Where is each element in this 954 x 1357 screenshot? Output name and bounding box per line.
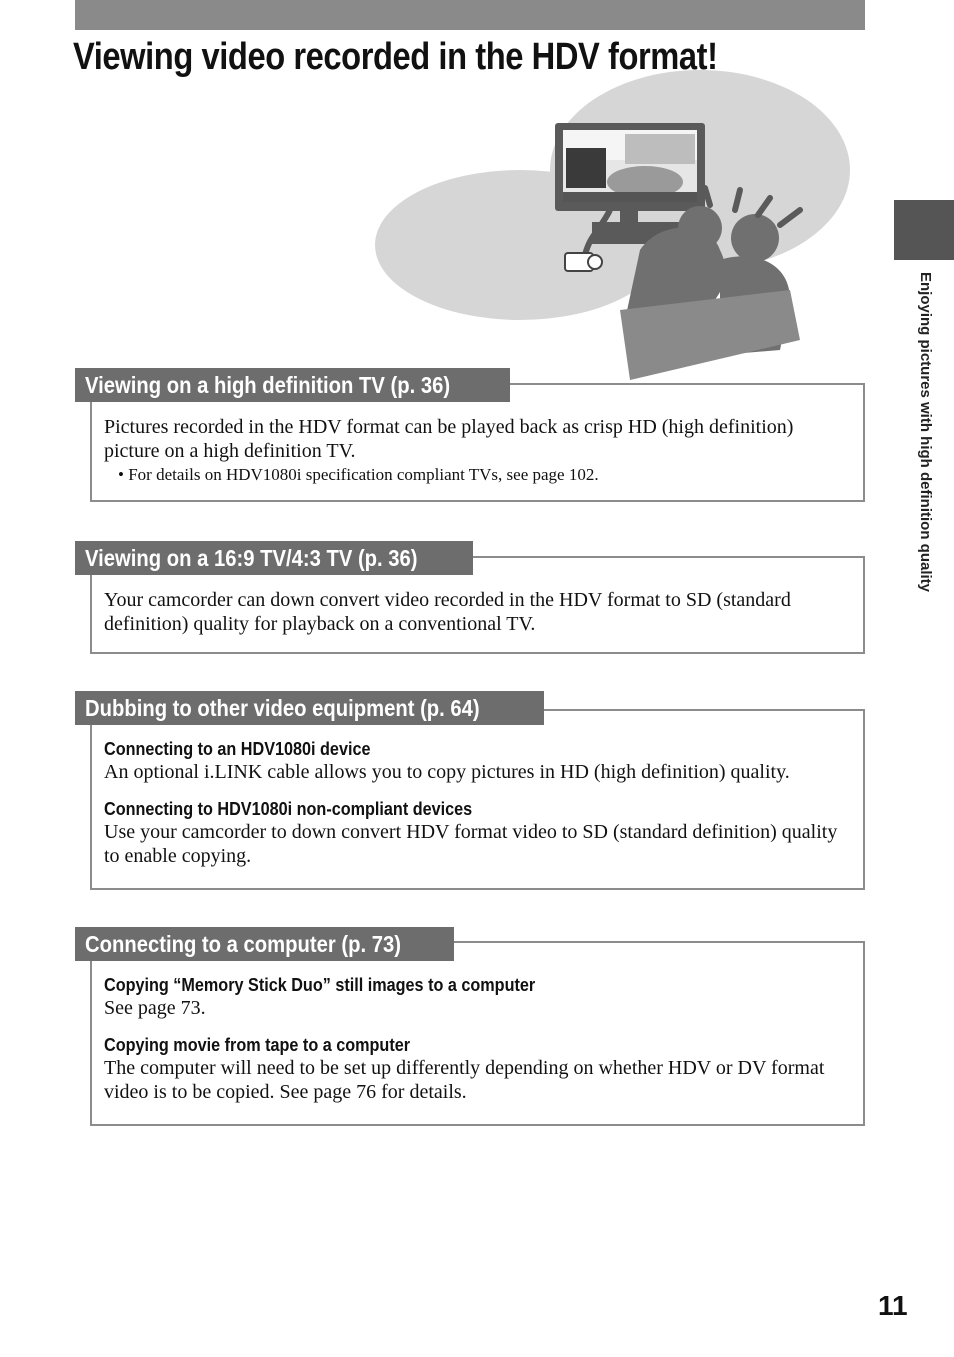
section-content [104, 415, 845, 485]
header-bar [75, 0, 865, 30]
section-header: Viewing on a 16:9 TV/4:3 TV (p. 36) [75, 541, 473, 575]
subsection-text: The computer will need to be set up differently depending on whether HDV or DV format video is to be copied. See page 76 for details. [104, 1057, 825, 1103]
page-number: 11 [878, 1290, 908, 1321]
viewer-head-child [731, 214, 779, 262]
section-content [104, 974, 845, 1104]
section-dubbing [75, 691, 865, 891]
section-content [104, 588, 845, 636]
section-computer [75, 927, 865, 1127]
tv-viewing-illustration [370, 60, 850, 380]
tv-picture-buildings [625, 134, 695, 164]
subsection-text: Use your camcorder to down convert HDV format video to SD (standard definition) quality to enable copying. [104, 821, 838, 867]
section-content [104, 738, 845, 868]
tv-picture-trees [566, 148, 606, 188]
chapter-label: Enjoying pictures with high definition quality [917, 272, 934, 592]
section-hd-tv [75, 368, 865, 503]
subheading: Copying “Memory Stick Duo” still images to a computer [104, 975, 536, 995]
viewer-head-adult [678, 206, 722, 250]
subheading: Connecting to an HDV1080i device [104, 739, 371, 759]
bullet-note: • For details on HDV1080i specification compliant TVs, see page 102. [118, 465, 845, 485]
section-header: Viewing on a high definition TV (p. 36) [75, 368, 510, 402]
section-header: Connecting to a computer (p. 73) [75, 927, 454, 961]
section-body: Your camcorder can down convert video recorded in the HDV format to SD (standard definition) quality for playback on a conventional TV. [104, 589, 791, 635]
subheading: Connecting to HDV1080i non-compliant devices [104, 799, 473, 819]
chapter-tab [894, 200, 954, 260]
subsection-text: An optional i.LINK cable allows you to copy pictures in HD (high definition) quality. [104, 761, 790, 783]
page-title: Viewing video recorded in the HDV format! [73, 36, 718, 78]
section-header: Dubbing to other video equipment (p. 64) [75, 691, 544, 725]
camcorder-icon [565, 253, 602, 271]
tv-picture-road [563, 192, 697, 202]
subheading: Copying movie from tape to a computer [104, 1035, 411, 1055]
section-body: Pictures recorded in the HDV format can be played back as crisp HD (high definition) picture on a high definition TV. [104, 416, 794, 462]
subsection-text: See page 73. [104, 997, 206, 1019]
section-16-9-tv [75, 541, 865, 656]
